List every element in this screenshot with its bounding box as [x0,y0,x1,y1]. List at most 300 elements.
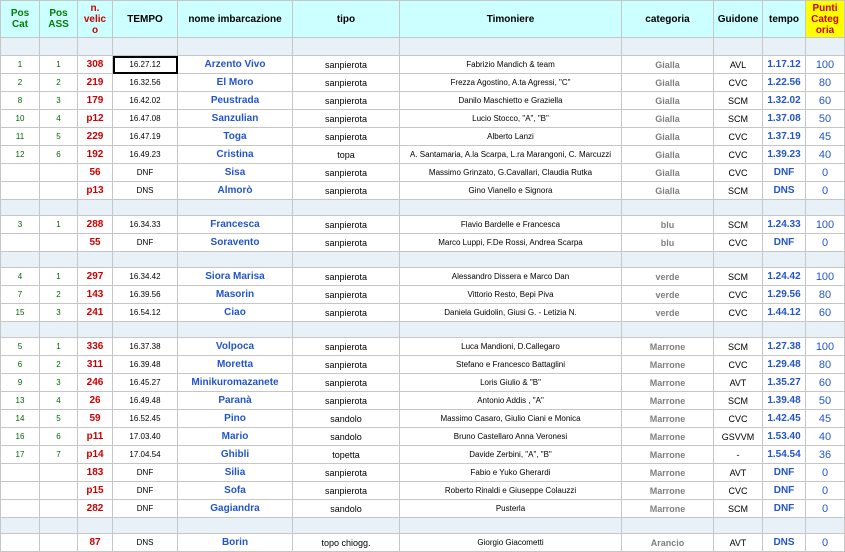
empty-cell[interactable] [293,322,400,338]
finish-time-cell[interactable]: DNF [113,234,178,252]
sail-number-cell[interactable]: 183 [78,464,113,482]
boat-name-cell[interactable]: Moretta [178,356,293,374]
empty-cell[interactable] [806,38,845,56]
helmsman-cell[interactable]: Frezza Agostino, A.ta Agressi, "C" [400,74,622,92]
category-cell[interactable]: Gialla [622,56,714,74]
pos-cat-cell[interactable]: 15 [1,304,40,322]
club-cell[interactable]: AVT [714,534,763,552]
empty-cell[interactable] [40,38,78,56]
pos-ass-cell[interactable]: 2 [40,286,78,304]
finish-time-cell[interactable]: 16.42.02 [113,92,178,110]
boat-name-cell[interactable]: Gagiandra [178,500,293,518]
boat-type-cell[interactable]: sanpierota [293,234,400,252]
elapsed-time-cell[interactable]: 1.22.56 [763,74,806,92]
sail-number-cell[interactable]: 59 [78,410,113,428]
pos-cat-cell[interactable]: 5 [1,338,40,356]
empty-cell[interactable] [1,518,40,534]
category-cell[interactable]: Marrone [622,338,714,356]
pos-ass-cell[interactable]: 1 [40,268,78,286]
sail-number-cell[interactable]: 282 [78,500,113,518]
boat-type-cell[interactable]: sanpierota [293,182,400,200]
club-cell[interactable]: CVC [714,146,763,164]
finish-time-cell[interactable]: 16.47.19 [113,128,178,146]
header-punti[interactable]: Punti Categ oria [806,1,845,38]
helmsman-cell[interactable]: Antonio Addis , "A" [400,392,622,410]
category-cell[interactable]: Marrone [622,392,714,410]
pos-ass-cell[interactable] [40,464,78,482]
points-cell[interactable]: 100 [806,216,845,234]
points-cell[interactable]: 40 [806,428,845,446]
category-cell[interactable]: Gialla [622,128,714,146]
category-cell[interactable]: Marrone [622,500,714,518]
pos-ass-cell[interactable] [40,500,78,518]
elapsed-time-cell[interactable]: DNF [763,164,806,182]
pos-cat-cell[interactable]: 14 [1,410,40,428]
empty-cell[interactable] [400,322,622,338]
club-cell[interactable]: CVC [714,356,763,374]
empty-cell[interactable] [113,518,178,534]
sail-number-cell[interactable]: 55 [78,234,113,252]
header-tempo[interactable]: TEMPO [113,1,178,38]
pos-cat-cell[interactable]: 13 [1,392,40,410]
sail-number-cell[interactable]: p15 [78,482,113,500]
pos-cat-cell[interactable] [1,464,40,482]
boat-name-cell[interactable]: Soravento [178,234,293,252]
empty-cell[interactable] [622,38,714,56]
boat-name-cell[interactable]: Volpoca [178,338,293,356]
empty-cell[interactable] [40,518,78,534]
empty-cell[interactable] [293,38,400,56]
sail-number-cell[interactable]: 297 [78,268,113,286]
boat-type-cell[interactable]: sanpierota [293,304,400,322]
boat-type-cell[interactable]: sanpierota [293,374,400,392]
elapsed-time-cell[interactable]: DNF [763,500,806,518]
finish-time-cell[interactable]: DNF [113,482,178,500]
pos-ass-cell[interactable] [40,164,78,182]
elapsed-time-cell[interactable]: 1.24.42 [763,268,806,286]
points-cell[interactable]: 60 [806,304,845,322]
club-cell[interactable]: CVC [714,482,763,500]
empty-cell[interactable] [622,322,714,338]
category-cell[interactable]: Marrone [622,356,714,374]
points-cell[interactable]: 0 [806,500,845,518]
points-cell[interactable]: 45 [806,410,845,428]
empty-cell[interactable] [714,322,763,338]
boat-type-cell[interactable]: sanpierota [293,56,400,74]
empty-cell[interactable] [400,252,622,268]
category-cell[interactable]: verde [622,304,714,322]
header-tipo[interactable]: tipo [293,1,400,38]
empty-cell[interactable] [40,200,78,216]
pos-cat-cell[interactable]: 9 [1,374,40,392]
boat-name-cell[interactable]: Pino [178,410,293,428]
boat-name-cell[interactable]: Paranà [178,392,293,410]
finish-time-cell[interactable]: 16.52.45 [113,410,178,428]
club-cell[interactable]: SCM [714,182,763,200]
boat-type-cell[interactable]: sandolo [293,410,400,428]
helmsman-cell[interactable]: Roberto Rinaldi e Giuseppe Colauzzi [400,482,622,500]
helmsman-cell[interactable]: Luca Mandioni, D.Callegaro [400,338,622,356]
sail-number-cell[interactable]: 143 [78,286,113,304]
club-cell[interactable]: SCM [714,392,763,410]
helmsman-cell[interactable]: Flavio Bardelle e Francesca [400,216,622,234]
empty-cell[interactable] [763,252,806,268]
empty-cell[interactable] [78,200,113,216]
boat-name-cell[interactable]: Sisa [178,164,293,182]
club-cell[interactable]: AVT [714,374,763,392]
helmsman-cell[interactable]: Vittorio Resto, Bepi Piva [400,286,622,304]
empty-cell[interactable] [78,38,113,56]
header-timoniere[interactable]: Timoniere [400,1,622,38]
category-cell[interactable]: Gialla [622,182,714,200]
header-pos-cat[interactable]: Pos Cat [1,1,40,38]
boat-name-cell[interactable]: Mario [178,428,293,446]
elapsed-time-cell[interactable]: 1.53.40 [763,428,806,446]
pos-cat-cell[interactable] [1,182,40,200]
pos-cat-cell[interactable]: 6 [1,356,40,374]
header-categoria[interactable]: categoria [622,1,714,38]
empty-cell[interactable] [78,322,113,338]
pos-cat-cell[interactable] [1,500,40,518]
boat-name-cell[interactable]: Arzento Vivo [178,56,293,74]
elapsed-time-cell[interactable]: 1.39.48 [763,392,806,410]
club-cell[interactable]: CVC [714,286,763,304]
boat-type-cell[interactable]: topo chiogg. [293,534,400,552]
boat-name-cell[interactable]: Masorin [178,286,293,304]
finish-time-cell[interactable]: 17.03.40 [113,428,178,446]
empty-cell[interactable] [178,200,293,216]
boat-type-cell[interactable]: sanpierota [293,286,400,304]
helmsman-cell[interactable]: Marco Luppi, F.De Rossi, Andrea Scarpa [400,234,622,252]
sail-number-cell[interactable]: p12 [78,110,113,128]
points-cell[interactable]: 0 [806,534,845,552]
finish-time-cell[interactable]: DNF [113,500,178,518]
boat-name-cell[interactable]: Sofa [178,482,293,500]
empty-cell[interactable] [113,322,178,338]
empty-cell[interactable] [622,252,714,268]
sail-number-cell[interactable]: 241 [78,304,113,322]
empty-cell[interactable] [293,518,400,534]
club-cell[interactable]: SCM [714,500,763,518]
category-cell[interactable]: Gialla [622,146,714,164]
empty-cell[interactable] [113,38,178,56]
pos-cat-cell[interactable]: 12 [1,146,40,164]
empty-cell[interactable] [113,200,178,216]
club-cell[interactable]: GSVVM [714,428,763,446]
pos-ass-cell[interactable]: 2 [40,74,78,92]
boat-name-cell[interactable]: Silia [178,464,293,482]
empty-cell[interactable] [763,518,806,534]
sail-number-cell[interactable]: 311 [78,356,113,374]
pos-ass-cell[interactable]: 4 [40,110,78,128]
elapsed-time-cell[interactable]: DNF [763,234,806,252]
pos-cat-cell[interactable]: 11 [1,128,40,146]
empty-cell[interactable] [178,252,293,268]
club-cell[interactable]: CVC [714,128,763,146]
helmsman-cell[interactable]: Alberto Lanzi [400,128,622,146]
elapsed-time-cell[interactable]: 1.27.38 [763,338,806,356]
finish-time-cell[interactable]: 16.54.12 [113,304,178,322]
category-cell[interactable]: blu [622,216,714,234]
empty-cell[interactable] [763,200,806,216]
helmsman-cell[interactable]: Pusterla [400,500,622,518]
category-cell[interactable]: Gialla [622,74,714,92]
boat-name-cell[interactable]: El Moro [178,74,293,92]
helmsman-cell[interactable]: A. Santamaria, A.la Scarpa, L.ra Marangoni, C. Marcuzzi [400,146,622,164]
elapsed-time-cell[interactable]: 1.29.56 [763,286,806,304]
points-cell[interactable]: 0 [806,182,845,200]
points-cell[interactable]: 0 [806,464,845,482]
empty-cell[interactable] [178,518,293,534]
category-cell[interactable]: Arancio [622,534,714,552]
elapsed-time-cell[interactable]: DNF [763,464,806,482]
pos-cat-cell[interactable]: 8 [1,92,40,110]
category-cell[interactable]: verde [622,286,714,304]
elapsed-time-cell[interactable]: 1.35.27 [763,374,806,392]
sail-number-cell[interactable]: 179 [78,92,113,110]
points-cell[interactable]: 0 [806,234,845,252]
category-cell[interactable]: Marrone [622,482,714,500]
empty-cell[interactable] [78,252,113,268]
empty-cell[interactable] [714,200,763,216]
boat-type-cell[interactable]: sandolo [293,428,400,446]
elapsed-time-cell[interactable]: 1.42.45 [763,410,806,428]
pos-ass-cell[interactable]: 3 [40,92,78,110]
boat-name-cell[interactable]: Ciao [178,304,293,322]
boat-name-cell[interactable]: Siora Marisa [178,268,293,286]
pos-ass-cell[interactable]: 5 [40,128,78,146]
boat-name-cell[interactable]: Minikuromazanete [178,374,293,392]
boat-name-cell[interactable]: Ghibli [178,446,293,464]
sail-number-cell[interactable]: 26 [78,392,113,410]
empty-cell[interactable] [714,518,763,534]
helmsman-cell[interactable]: Loris Giulio & "B" [400,374,622,392]
pos-cat-cell[interactable]: 3 [1,216,40,234]
pos-cat-cell[interactable]: 17 [1,446,40,464]
helmsman-cell[interactable]: Lucio Stocco, "A", "B" [400,110,622,128]
club-cell[interactable]: CVC [714,164,763,182]
empty-cell[interactable] [178,322,293,338]
empty-cell[interactable] [78,518,113,534]
empty-cell[interactable] [806,322,845,338]
elapsed-time-cell[interactable]: 1.37.08 [763,110,806,128]
boat-type-cell[interactable]: sanpierota [293,92,400,110]
finish-time-cell[interactable]: 17.04.54 [113,446,178,464]
sail-number-cell[interactable]: p13 [78,182,113,200]
club-cell[interactable]: SCM [714,92,763,110]
elapsed-time-cell[interactable]: 1.39.23 [763,146,806,164]
points-cell[interactable]: 36 [806,446,845,464]
points-cell[interactable]: 40 [806,146,845,164]
empty-cell[interactable] [622,200,714,216]
helmsman-cell[interactable]: Alessandro Dissera e Marco Dan [400,268,622,286]
finish-time-cell[interactable]: DNS [113,182,178,200]
sail-number-cell[interactable]: 192 [78,146,113,164]
elapsed-time-cell[interactable]: 1.24.33 [763,216,806,234]
club-cell[interactable]: SCM [714,268,763,286]
elapsed-time-cell[interactable]: 1.32.02 [763,92,806,110]
finish-time-cell[interactable]: 16.39.56 [113,286,178,304]
sail-number-cell[interactable]: 336 [78,338,113,356]
empty-cell[interactable] [1,200,40,216]
boat-name-cell[interactable]: Francesca [178,216,293,234]
empty-cell[interactable] [714,38,763,56]
category-cell[interactable]: Marrone [622,374,714,392]
boat-type-cell[interactable]: sanpierota [293,216,400,234]
finish-time-cell[interactable]: 16.32.56 [113,74,178,92]
club-cell[interactable]: AVL [714,56,763,74]
sail-number-cell[interactable]: 56 [78,164,113,182]
empty-cell[interactable] [714,252,763,268]
pos-ass-cell[interactable]: 1 [40,216,78,234]
boat-type-cell[interactable]: sanpierota [293,128,400,146]
boat-type-cell[interactable]: sanpierota [293,338,400,356]
boat-name-cell[interactable]: Borin [178,534,293,552]
empty-cell[interactable] [113,252,178,268]
helmsman-cell[interactable]: Bruno Castellaro Anna Veronesi [400,428,622,446]
helmsman-cell[interactable]: Gino Vianello e Signora [400,182,622,200]
points-cell[interactable]: 80 [806,356,845,374]
helmsman-cell[interactable]: Davide Zerbini, "A", "B" [400,446,622,464]
category-cell[interactable]: verde [622,268,714,286]
empty-cell[interactable] [293,252,400,268]
boat-type-cell[interactable]: sanpierota [293,464,400,482]
empty-cell[interactable] [806,252,845,268]
empty-cell[interactable] [622,518,714,534]
elapsed-time-cell[interactable]: 1.54.54 [763,446,806,464]
boat-type-cell[interactable]: topetta [293,446,400,464]
pos-ass-cell[interactable]: 5 [40,410,78,428]
category-cell[interactable]: blu [622,234,714,252]
finish-time-cell[interactable]: 16.34.42 [113,268,178,286]
finish-time-cell[interactable]: 16.45.27 [113,374,178,392]
pos-ass-cell[interactable]: 3 [40,374,78,392]
points-cell[interactable]: 50 [806,392,845,410]
points-cell[interactable]: 0 [806,164,845,182]
boat-type-cell[interactable]: sanpierota [293,392,400,410]
header-guidone[interactable]: Guidone [714,1,763,38]
club-cell[interactable]: CVC [714,234,763,252]
points-cell[interactable]: 80 [806,74,845,92]
pos-ass-cell[interactable]: 2 [40,356,78,374]
finish-time-cell[interactable]: 16.49.23 [113,146,178,164]
club-cell[interactable]: CVC [714,304,763,322]
finish-time-cell[interactable]: 16.39.48 [113,356,178,374]
sail-number-cell[interactable]: 219 [78,74,113,92]
pos-ass-cell[interactable] [40,534,78,552]
empty-cell[interactable] [40,322,78,338]
empty-cell[interactable] [1,38,40,56]
helmsman-cell[interactable]: Stefano e Francesco Battaglini [400,356,622,374]
pos-ass-cell[interactable]: 1 [40,338,78,356]
sail-number-cell[interactable]: 229 [78,128,113,146]
boat-name-cell[interactable]: Peustrada [178,92,293,110]
points-cell[interactable]: 80 [806,286,845,304]
boat-name-cell[interactable]: Almorò [178,182,293,200]
club-cell[interactable]: SCM [714,216,763,234]
pos-cat-cell[interactable]: 7 [1,286,40,304]
empty-cell[interactable] [40,252,78,268]
boat-type-cell[interactable]: sanpierota [293,482,400,500]
club-cell[interactable]: - [714,446,763,464]
club-cell[interactable]: SCM [714,110,763,128]
sail-number-cell[interactable]: p11 [78,428,113,446]
finish-time-cell[interactable]: 16.49.48 [113,392,178,410]
empty-cell[interactable] [400,518,622,534]
pos-cat-cell[interactable]: 16 [1,428,40,446]
category-cell[interactable]: Gialla [622,92,714,110]
header-tempo-finale[interactable]: tempo [763,1,806,38]
sail-number-cell[interactable]: 87 [78,534,113,552]
sail-number-cell[interactable]: 288 [78,216,113,234]
pos-cat-cell[interactable]: 2 [1,74,40,92]
boat-type-cell[interactable]: sanpierota [293,356,400,374]
helmsman-cell[interactable]: Fabrizio Mandich & team [400,56,622,74]
elapsed-time-cell[interactable]: 1.17.12 [763,56,806,74]
boat-type-cell[interactable]: sandolo [293,500,400,518]
elapsed-time-cell[interactable]: 1.44.12 [763,304,806,322]
pos-ass-cell[interactable]: 3 [40,304,78,322]
helmsman-cell[interactable]: Massimo Casaro, Giulio Ciani e Monica [400,410,622,428]
boat-name-cell[interactable]: Sanzulian [178,110,293,128]
points-cell[interactable]: 100 [806,56,845,74]
pos-cat-cell[interactable]: 4 [1,268,40,286]
points-cell[interactable]: 100 [806,338,845,356]
pos-cat-cell[interactable]: 10 [1,110,40,128]
helmsman-cell[interactable]: Fabio e Yuko Gherardi [400,464,622,482]
boat-type-cell[interactable]: sanpierota [293,74,400,92]
boat-type-cell[interactable]: sanpierota [293,110,400,128]
empty-cell[interactable] [400,200,622,216]
pos-cat-cell[interactable] [1,534,40,552]
empty-cell[interactable] [293,200,400,216]
empty-cell[interactable] [1,322,40,338]
empty-cell[interactable] [806,518,845,534]
points-cell[interactable]: 100 [806,268,845,286]
elapsed-time-cell[interactable]: DNF [763,482,806,500]
pos-ass-cell[interactable] [40,482,78,500]
pos-cat-cell[interactable] [1,482,40,500]
club-cell[interactable]: CVC [714,74,763,92]
pos-ass-cell[interactable]: 7 [40,446,78,464]
category-cell[interactable]: Gialla [622,110,714,128]
category-cell[interactable]: Marrone [622,428,714,446]
pos-ass-cell[interactable]: 6 [40,428,78,446]
club-cell[interactable]: AVT [714,464,763,482]
category-cell[interactable]: Marrone [622,446,714,464]
category-cell[interactable]: Marrone [622,410,714,428]
empty-cell[interactable] [763,38,806,56]
header-pos-ass[interactable]: Pos ASS [40,1,78,38]
pos-cat-cell[interactable] [1,234,40,252]
points-cell[interactable]: 60 [806,374,845,392]
pos-ass-cell[interactable]: 4 [40,392,78,410]
empty-cell[interactable] [806,200,845,216]
empty-cell[interactable] [1,252,40,268]
finish-time-cell[interactable]: 16.37.38 [113,338,178,356]
pos-cat-cell[interactable]: 1 [1,56,40,74]
sail-number-cell[interactable]: 308 [78,56,113,74]
category-cell[interactable]: Marrone [622,464,714,482]
points-cell[interactable]: 0 [806,482,845,500]
elapsed-time-cell[interactable]: 1.37.19 [763,128,806,146]
helmsman-cell[interactable]: Danilo Maschietto e Graziella [400,92,622,110]
points-cell[interactable]: 50 [806,110,845,128]
boat-name-cell[interactable]: Toga [178,128,293,146]
elapsed-time-cell[interactable]: DNS [763,182,806,200]
pos-cat-cell[interactable] [1,164,40,182]
pos-ass-cell[interactable] [40,182,78,200]
